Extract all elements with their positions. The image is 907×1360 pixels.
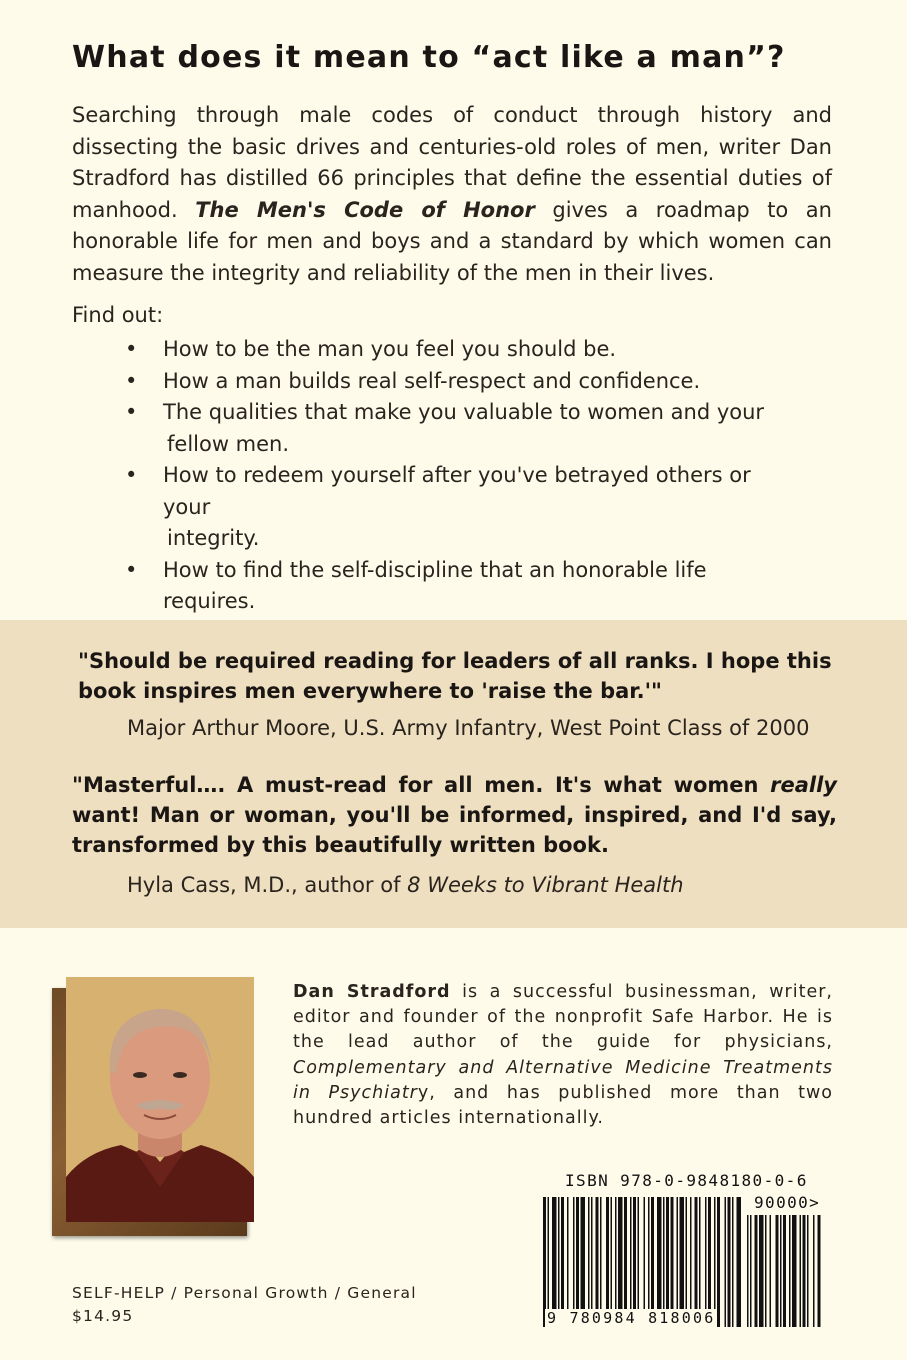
isbn-label: ISBN 978-0-9848180-0-6 xyxy=(565,1171,808,1190)
barcode-bar xyxy=(737,1197,742,1327)
headline: What does it mean to “act like a man”? xyxy=(72,40,786,75)
list-item: • How to be the man you feel you should be. xyxy=(72,334,772,366)
barcode-bar xyxy=(591,1197,593,1327)
barcode-bar xyxy=(708,1197,711,1327)
bullet-icon: • xyxy=(125,557,138,582)
barcode-bar xyxy=(567,1197,569,1327)
book-title: The Men's Code of Honor xyxy=(195,197,535,222)
barcode-bar xyxy=(638,1197,640,1327)
barcode-bar xyxy=(630,1197,632,1327)
barcode-bar xyxy=(611,1197,613,1327)
barcode-bar xyxy=(573,1197,575,1327)
barcode-bar xyxy=(624,1197,627,1327)
barcode-bar xyxy=(671,1197,674,1327)
barcode-bar xyxy=(800,1215,802,1327)
barcode-bar xyxy=(747,1215,749,1327)
barcode-bar xyxy=(728,1197,731,1327)
barcode-bar xyxy=(558,1197,560,1327)
find-out-label: Find out: xyxy=(72,303,164,327)
category-label: SELF-HELP / Personal Growth / General xyxy=(72,1284,417,1302)
price-label: $14.95 xyxy=(72,1307,134,1325)
barcode-bar xyxy=(666,1197,669,1327)
barcode-bar xyxy=(615,1197,617,1327)
barcode-bar xyxy=(677,1197,679,1327)
barcode-bar xyxy=(606,1197,609,1327)
barcode-bar xyxy=(552,1197,557,1327)
barcode-bar xyxy=(633,1197,636,1327)
barcode-bar xyxy=(699,1197,701,1327)
bullet-list xyxy=(72,334,852,649)
list-item: • How a man builds real self-respect and confidence. xyxy=(72,366,772,398)
bullet-icon: • xyxy=(125,400,138,424)
barcode-bar xyxy=(725,1197,727,1327)
barcode-bar xyxy=(714,1197,716,1327)
barcode-bar xyxy=(596,1197,599,1327)
barcode-bar xyxy=(588,1197,590,1327)
barcode-bar xyxy=(651,1197,654,1327)
barcode-bar xyxy=(690,1197,692,1327)
barcode-bar xyxy=(543,1197,546,1327)
barcode-bar xyxy=(770,1215,772,1327)
barcode-bar xyxy=(686,1197,688,1327)
testimonial-attribution-2: Hyla Cass, M.D., author of 8 Weeks to Vibrant Health xyxy=(127,873,684,897)
barcode-bar xyxy=(618,1197,623,1327)
barcode-digits: 9 780984 818006 xyxy=(547,1309,716,1327)
barcode-bar xyxy=(695,1197,698,1327)
testimonial-quote-2: "Masterful…. A must-read for all men. It's what women really want! Man or woman, you'll be informed, inspired, and I'd say, transformed by this beautifully written book. xyxy=(72,773,837,857)
barcode-bar xyxy=(776,1215,779,1327)
barcode-bar xyxy=(680,1197,685,1327)
intro-paragraph xyxy=(72,100,832,289)
bullet-icon: • xyxy=(125,368,138,393)
author-bio: Dan Stradford is a successful businessman, writer, editor and founder of the nonprofit Safe Harbor. He is the lead author of the guide for physicians, Complementary and Alternative Medicine Treatments in Psychiatry, and has published more than two hundred articles internationally. xyxy=(293,982,834,1129)
barcode-bar xyxy=(803,1215,806,1327)
barcode-bar xyxy=(600,1197,602,1327)
barcode-bar xyxy=(783,1215,786,1327)
barcode-bar xyxy=(576,1197,579,1327)
list-item: • How to find the self-discipline that an honorable life requires. xyxy=(72,555,772,618)
list-item: • How to redeem yourself after you've betrayed others or your integrity. xyxy=(72,460,772,555)
barcode-bar xyxy=(657,1197,662,1327)
testimonial-quote-1: "Should be required reading for leaders of all ranks. I hope this book inspires men everywhere to 'raise the bar.'" xyxy=(78,649,832,703)
author-photo xyxy=(66,977,254,1222)
barcode-bar xyxy=(818,1215,821,1327)
barcode-bar xyxy=(789,1215,791,1327)
barcode-bar xyxy=(780,1215,782,1327)
barcode-bar xyxy=(750,1215,752,1327)
barcode-bar xyxy=(717,1197,720,1327)
testimonial-attribution-1: Major Arthur Moore, U.S. Army Infantry, West Point Class of 2000 xyxy=(127,716,810,740)
barcode-bar xyxy=(644,1197,646,1327)
barcode-bar xyxy=(663,1197,665,1327)
barcode-bar xyxy=(581,1197,586,1327)
barcode-bar xyxy=(807,1215,809,1327)
barcode-bar xyxy=(759,1215,764,1327)
barcode-bar xyxy=(755,1215,758,1327)
intro-text-after: gives a roadmap to an honorable life for men and boys and a standard by which women can measure the integrity and reliability of the men in their lives. xyxy=(72,197,832,285)
barcode-bar xyxy=(792,1215,797,1327)
price-code-label: 90000> xyxy=(754,1193,821,1212)
barcode-bar xyxy=(705,1197,707,1327)
barcode-bar xyxy=(648,1197,650,1327)
intro-text-before: Searching through male codes of conduct through history and dissecting the basic drives and centuries-old roles of men, writer Dan Stradford has distilled 66 principles that define the essential duties of manhood. xyxy=(72,103,832,222)
barcode-bar xyxy=(561,1197,564,1327)
bullet-icon: • xyxy=(125,463,138,487)
barcode-bar xyxy=(548,1197,550,1327)
barcode-bar xyxy=(732,1197,734,1327)
bullet-icon: • xyxy=(125,337,138,361)
barcode-bar xyxy=(813,1215,815,1327)
barcode-bar xyxy=(765,1215,767,1327)
list-item: • The qualities that make you valuable to women and your fellow men. xyxy=(72,397,772,460)
